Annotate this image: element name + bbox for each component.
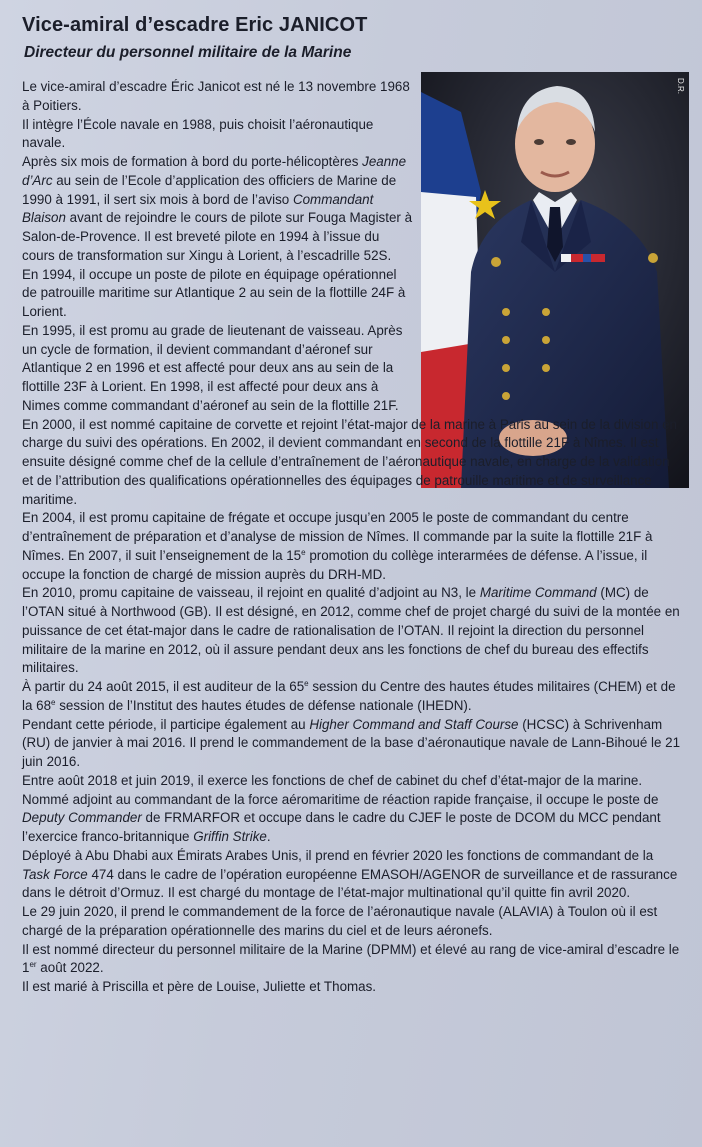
page-subtitle: Directeur du personnel militaire de la Marine xyxy=(24,44,352,61)
bio-paragraph: En 2004, il est promu capitaine de frégate et occupe jusqu’en 2005 le poste de commandant du centre d’entraînement de préparation et d’analyse de mission de Nîmes. Il commande par la suite la flottille 21F à Nîmes. En 2007, il suit l’enseignement de la 15e promotion du collège interarmées de défense. A l’issue, il occupe la fonction de chargé de mission auprès du DRH-MD. xyxy=(22,510,653,582)
bio-paragraph: Le vice-amiral d’escadre Éric Janicot est né le 13 novembre 1968 à Poitiers. xyxy=(22,79,410,113)
bio-paragraph: Le 29 juin 2020, il prend le commandement de la force de l’aéronautique navale (ALAVIA) à Toulon où il est chargé de la préparation opérationnelle des marins du ciel et de leurs aéronefs. xyxy=(22,904,658,938)
biography-text xyxy=(22,78,682,997)
bio-paragraph: Pendant cette période, il participe également au Higher Command and Staff Course (HCSC) à Schrivenham (RU) de janvier à mai 2016. Il prend le commandement de la base d’aéronautique navale de Lann-Bihoué le 21 juin 2016. xyxy=(22,716,681,769)
photo-credit: D.R. xyxy=(676,78,685,94)
bio-paragraph: Il est nommé directeur du personnel militaire de la Marine (DPMM) et élevé au rang de vice-amiral d’escadre le 1er août 2022. xyxy=(22,941,680,976)
bio-paragraph: Il est marié à Priscilla et père de Louise, Juliette et Thomas. xyxy=(22,979,377,994)
bio-paragraph: En 1994, il occupe un poste de pilote en équipage opérationnel de patrouille maritime sur Atlantique 2 au sein de la flottille 24F à Lorient. xyxy=(22,266,406,319)
bio-paragraph: À partir du 24 août 2015, il est auditeur de la 65e session du Centre des hautes études militaires (CHEM) et de la 68e session de l’Institut des hautes études de défense nationale (IHEDN). xyxy=(22,679,676,713)
bio-paragraph: En 1995, il est promu au grade de lieutenant de vaisseau. Après un cycle de formation, il devient commandant d’aéronef sur Atlantique 2 en 1996 et est affecté pour deux ans au sein de la flottille 23F à Lorient. En 1998, il est affecté pour deux ans à Nimes comme commandant d’aéronef au sein de la flottille 21F. xyxy=(22,322,403,413)
bio-paragraph: Après six mois de formation à bord du porte-hélicoptères Jeanne d’Arc au sein de l’Ecole d’application des officiers de Marine de 1990 à 1991, il sert six mois à bord de l’aviso Commandant Blaison avant de rejoindre le cours de pilote sur Fouga Magister à Salon-de-Provence. Il est breveté pilote en 1994 à l’issue du cours de transformation sur Xingu à Lorient, à l’escadrille 52S. xyxy=(22,154,413,263)
bio-paragraph: En 2000, il est nommé capitaine de corvette et rejoint l’état-major de la marine à Paris au sein de la division en charge du suivi des opérations. En 2002, il devient commandant en second de la flottille 21F à Nîmes. Il est ensuite désigné comme chef de la cellule d’entraînement de l’aéronautique navale, en charge de la validation et de l’attribution des qualifications opérationnelles des équipages de patrouille maritime et de surveillance maritime. xyxy=(22,416,678,507)
bio-paragraph: Déployé à Abu Dhabi aux Émirats Arabes Unis, il prend en février 2020 les fonctions de commandant de la Task Force 474 dans le cadre de l’opération européenne EMASOH/AGENOR de surveillance et de rassurance dans le détroit d’Ormuz. Il est chargé du montage de l’état-major multinational qu’il quitte fin avril 2020. xyxy=(22,847,678,901)
bio-paragraph: En 2010, promu capitaine de vaisseau, il rejoint en qualité d’adjoint au N3, le Maritime Command (MC) de l’OTAN situé à Northwood (GB). Il est désigné, en 2012, comme chef de projet chargé du suivi de la montée en puissance de cet état-major dans le cadre de rationalisation de l’OTAN. Il rejoint la direction du personnel militaire de la marine en 2012, où il assure pendant deux ans les fonctions de chef du bureau des effectifs militaires. xyxy=(22,585,680,676)
page-title: Vice-amiral d’escadre Eric JANICOT xyxy=(22,14,368,36)
bio-paragraph: Il intègre l’École navale en 1988, puis choisit l’aéronautique navale. xyxy=(22,116,374,151)
bio-paragraph: Nommé adjoint au commandant de la force aéromaritime de réaction rapide française, il occupe le poste de Deputy Commander de FRMARFOR et occupe dans le cadre du CJEF le poste de DCOM du MCC pendant l’exercice franco-britannique Griffin Strike. xyxy=(22,791,661,844)
bio-paragraph: Entre août 2018 et juin 2019, il exerce les fonctions de chef de cabinet du chef d’état-major de la marine. xyxy=(22,772,643,788)
